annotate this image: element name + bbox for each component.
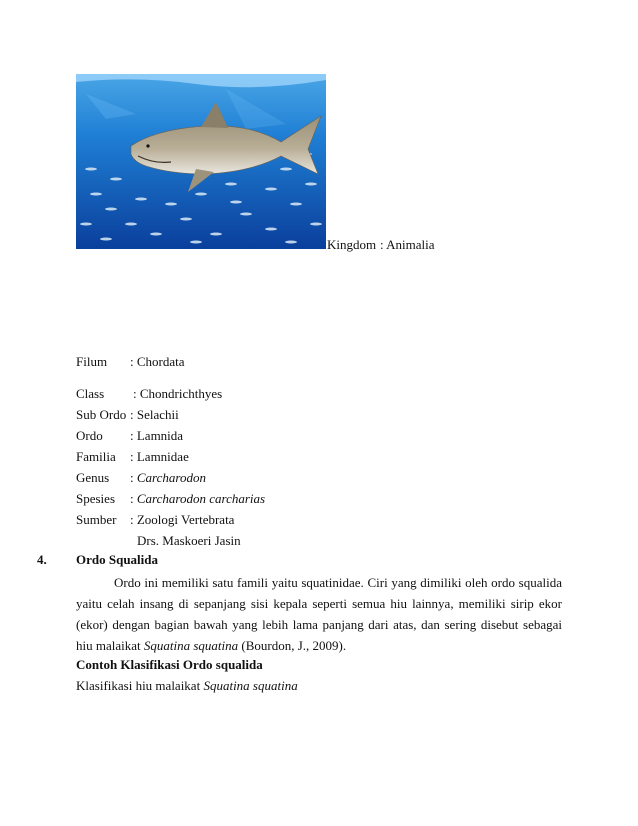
taxon-colon: : xyxy=(130,491,137,506)
taxon-label: Sub Ordo xyxy=(76,407,127,422)
taxon-value: : Selachii xyxy=(130,407,179,422)
taxon-value: : Chondrichthyes xyxy=(133,386,223,401)
section-title: Ordo Squalida xyxy=(76,552,159,567)
klasifikasi-line xyxy=(76,678,298,694)
taxon-value: : Chordata xyxy=(130,354,185,369)
species-name: Carcharodon carcharias xyxy=(136,491,266,506)
paragraph-species: Squatina squatina xyxy=(143,638,239,653)
contoh-heading: Contoh Klasifikasi Ordo squalida xyxy=(76,657,263,672)
paragraph-citation: (Bourdon, J., 2009). xyxy=(238,638,347,653)
taxon-value: : Lamnidae xyxy=(130,449,189,464)
taxon-label: Familia xyxy=(76,449,116,464)
paragraph-text: Ordo ini memiliki satu famili yaitu squatinidae. Ciri yang dimiliki oleh ordo squalida yaitu celah insang di sepanjang sisi kepala seperti semua hiu lainnya, memiliki sirip ekor (ekor) dengan bagian bawah yang lebih lama panjang dari atas, dan sering disebut sebagai hiu malaikat xyxy=(76,575,562,653)
body-paragraph xyxy=(76,572,562,656)
taxon-colon: : xyxy=(130,470,137,485)
taxon-value: : Lamnida xyxy=(130,428,184,443)
kingdom-label: Kingdom xyxy=(327,237,377,252)
taxon-value: : Zoologi Vertebrata xyxy=(130,512,235,527)
taxon-label: Class xyxy=(76,386,105,401)
taxon-label: Ordo xyxy=(76,428,103,443)
kingdom-value: : Animalia xyxy=(380,237,435,252)
section-number: 4. xyxy=(37,552,47,567)
taxon-value xyxy=(130,491,265,507)
sumber-author: Drs. Maskoeri Jasin xyxy=(137,533,241,548)
taxon-label: Spesies xyxy=(76,491,115,506)
taxon-label: Filum xyxy=(76,354,108,369)
taxon-value xyxy=(130,470,206,486)
klasifikasi-species: Squatina squatina xyxy=(203,678,298,693)
klasifikasi-text: Klasifikasi hiu malaikat xyxy=(76,678,204,693)
shark-photo xyxy=(76,74,326,249)
taxon-label: Genus xyxy=(76,470,110,485)
genus-name: Carcharodon xyxy=(136,470,206,485)
taxon-label: Sumber xyxy=(76,512,117,527)
